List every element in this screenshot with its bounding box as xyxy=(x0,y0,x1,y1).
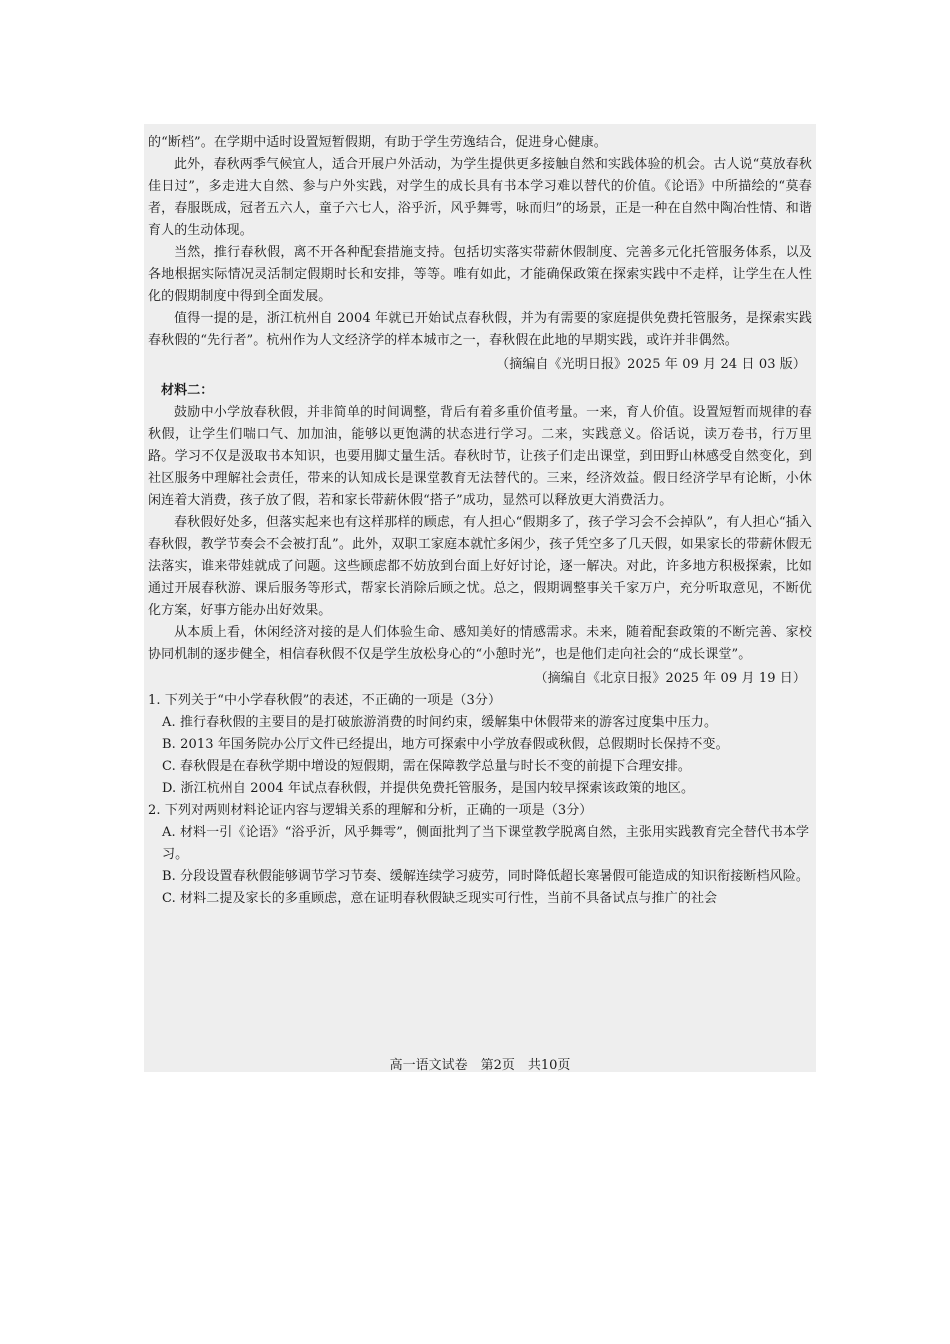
paragraph: 此外，春秋两季气候宜人，适合开展户外活动，为学生提供更多接触自然和实践体验的机会。古人说“莫放春秋佳日过”，多走进大自然、参与户外实践，对学生的成长具有书本学习难以替代的价值。《论语》中所描绘的“莫春者，春服既成，冠者五六人，童子六七人，浴乎沂，风乎舞雩，咏而归”的场景，正是一种在自然中陶冶性情、和谐育人的生动体现。 xyxy=(148,157,812,238)
answer-option: A. 材料一引《论语》“浴乎沂，风乎舞雩”，侧面批判了当下课堂教学脱离自然，主张用实践教育完全替代书本学习。 xyxy=(162,825,810,862)
answer-option: B. 分段设置春秋假能够调节学习节奏、缓解连续学习疲劳，同时降低超长寒暑假可能造成的知识衔接断档风险。 xyxy=(162,869,809,884)
paragraph: 的“断档”。在学期中适时设置短暂假期，有助于学生劳逸结合，促进身心健康。 xyxy=(148,135,607,150)
source-citation: （摘编自《北京日报》2025 年 09 月 19 日） xyxy=(534,671,806,686)
answer-option: C. 春秋假是在春秋学期中增设的短假期，需在保障教学总量与时长不变的前提下合理安排。 xyxy=(162,759,691,774)
section-heading: 材料二： xyxy=(161,383,214,398)
answer-option: C. 材料二提及家长的多重顾虑，意在证明春秋假缺乏现实可行性，当前不具备试点与推广的社会 xyxy=(162,891,718,906)
exam-content xyxy=(148,132,812,910)
paragraph: 春秋假好处多，但落实起来也有这样那样的顾虑，有人担心“假期多了，孩子学习会不会掉队”，有人担心“插入春秋假，教学节奏会不会被打乱”。此外，双职工家庭本就忙多闲少，孩子凭空多了几天假，如果家长的带薪休假无法落实，谁来带娃就成了问题。这些顾虑都不妨放到台面上好好讨论，逐一解决。对此，许多地方积极探索，比如通过开展春秋游、课后服务等形式，帮家长消除后顾之忧。总之，假期调整事关千家万户，充分听取意见，不断优化方案，好事方能办出好效果。 xyxy=(148,515,812,618)
paragraph: 鼓励中小学放春秋假，并非简单的时间调整，背后有着多重价值考量。一来，育人价值。设置短暂而规律的春秋假，让学生们喘口气、加加油，能够以更饱满的状态进行学习。二来，实践意义。俗话说，读万卷书，行万里路。学习不仅是汲取书本知识，也要用脚丈量生活。春秋时节，让孩子们走出课堂，到田野山林感受自然变化，到社区服务中理解社会责任，带来的认知成长是课堂教育无法替代的。三来，经济效益。假日经济学早有论断，小休闲连着大消费，孩子放了假，若和家长带薪休假“搭子”成功，显然可以释放更大消费活力。 xyxy=(148,405,812,508)
paragraph: 当然，推行春秋假，离不开各种配套措施支持。包括切实落实带薪休假制度、完善多元化托管服务体系，以及各地根据实际情况灵活制定假期时长和安排，等等。唯有如此，才能确保政策在探索实践中不走样，让学生在人性化的假期制度中得到全面发展。 xyxy=(148,245,812,304)
question-stem: 1. 下列关于“中小学春秋假”的表述，不正确的一项是（3分） xyxy=(148,693,502,708)
source-citation: （摘编自《光明日报》2025 年 09 月 24 日 03 版） xyxy=(496,357,806,372)
paragraph: 从本质上看，休闲经济对接的是人们体验生命、感知美好的情感需求。未来，随着配套政策的不断完善、家校协同机制的逐步健全，相信春秋假不仅是学生放松身心的“小憩时光”，也是他们走向社会的“成长课堂”。 xyxy=(148,625,812,662)
page-footer: 高一语文试卷 第2页 共10页 xyxy=(389,1058,571,1073)
answer-option: A. 推行春秋假的主要目的是打破旅游消费的时间约束，缓解集中休假带来的游客过度集中压力。 xyxy=(162,715,718,730)
answer-option: D. 浙江杭州自 2004 年试点春秋假，并提供免费托管服务，是国内较早探索该政策的地区。 xyxy=(162,781,695,796)
answer-option: B. 2013 年国务院办公厅文件已经提出，地方可探索中小学放春假或秋假，总假期时长保持不变。 xyxy=(162,737,729,752)
paragraph: 值得一提的是，浙江杭州自 2004 年就已开始试点春秋假，并为有需要的家庭提供免费托管服务，是探索实践春秋假的“先行者”。杭州作为人文经济学的样本城市之一，春秋假在此地的早期实践，或许并非偶然。 xyxy=(148,311,812,348)
question-stem: 2. 下列对两则材料论证内容与逻辑关系的理解和分析，正确的一项是（3分） xyxy=(148,803,593,818)
